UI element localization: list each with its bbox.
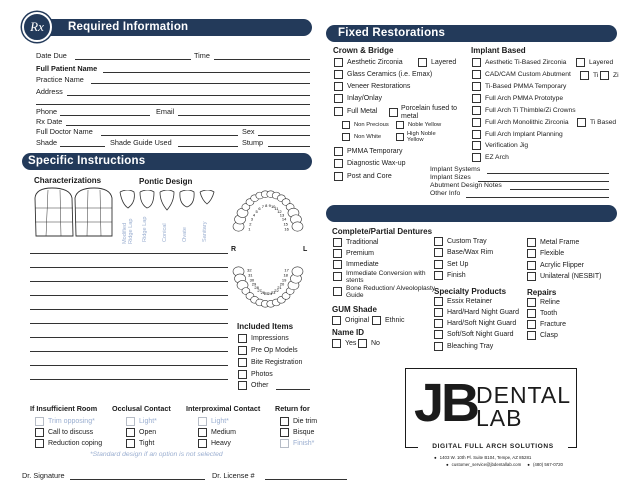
rx-date-label: Rx Date [36,117,63,126]
repair-option[interactable]: Reline [527,298,560,307]
checkbox[interactable] [527,309,536,318]
checkbox[interactable] [334,58,343,67]
tooth-number: 4 [252,212,256,218]
tooth-number: 5 [255,208,258,214]
denture-option[interactable]: Set Up [434,260,468,269]
shade-guide-label: Shade Guide Used [110,138,172,147]
gum-shade-title: GUM Shade [332,305,377,314]
option-fa-pmma[interactable]: Full Arch PMMA Prototype [472,94,563,103]
checkbox[interactable] [280,417,289,426]
tooth-number: 21 [277,285,282,291]
other-field[interactable] [276,389,310,390]
checkbox[interactable] [527,320,536,329]
checkbox[interactable] [396,121,404,129]
insufficient-option[interactable]: Reduction coping [35,439,102,448]
checkbox[interactable] [334,82,343,91]
pontic-type-label: Conical [162,223,168,242]
tooth-number: 29 [251,281,257,287]
denture-option[interactable]: Traditional [333,238,378,247]
option-noble-yellow[interactable]: Noble Yellow [396,121,441,129]
tooth-number: 12 [277,208,282,214]
option-pmma-temporary[interactable]: PMMA Temporary [334,147,403,156]
option-ti-based[interactable]: Ti Based [577,118,616,127]
patient-name-label: Full Patient Name [36,64,98,73]
denture-option[interactable]: Acrylic Flipper [527,261,584,270]
implant-systems-field[interactable] [487,173,609,174]
tooth-number: 18 [283,272,288,278]
tooth-16[interactable] [292,222,303,231]
occlusal-contact-title: Occlusal Contact [112,404,171,413]
shade-field[interactable] [60,146,105,147]
dr-license-field[interactable] [265,479,347,480]
interproximal-option[interactable]: Light* [198,417,229,426]
checkbox[interactable] [126,439,135,448]
doctor-name-field[interactable] [101,135,238,136]
checkbox[interactable] [342,133,350,141]
checkbox[interactable] [198,428,207,437]
tooth-number: 14 [281,216,287,222]
checkbox[interactable] [35,428,44,437]
logo-contact-row [446,462,563,467]
specialty-option[interactable]: Hard/Hard Night Guard [434,308,519,317]
abutment-notes-field[interactable] [510,189,609,190]
time-label: Time [194,51,210,60]
stump-field[interactable] [268,146,310,147]
tooth-number: 28 [254,285,259,291]
tooth-number: 17 [284,267,289,273]
checkbox[interactable] [332,316,341,325]
included-items-title: Included Items [237,322,294,331]
option-zi[interactable]: Zi [600,71,619,80]
logo-address-row [434,455,531,460]
tooth-number: 20 [279,281,285,287]
checkbox[interactable] [372,316,381,325]
checkbox[interactable] [238,358,247,367]
denture-option[interactable]: Finish [434,271,466,280]
high-noble-label: High Noble Yellow [407,131,436,143]
occlusal-option[interactable]: Tight [126,439,154,448]
crown-bridge-title: Crown & Bridge [333,46,394,55]
pontic-type-label: Modified Ridge Lap [122,218,134,244]
checkbox[interactable] [280,428,289,437]
sex-field[interactable] [258,135,310,136]
practice-name-field[interactable] [91,83,310,84]
return-option[interactable]: Die trim [280,417,317,426]
checkbox[interactable] [600,71,609,80]
included-item[interactable]: Pre Op Models [238,346,298,355]
option-implant-layered[interactable]: Layered [576,58,613,67]
option-full-metal[interactable]: Full Metal [334,107,377,116]
checkbox[interactable] [434,237,443,246]
email-field[interactable] [178,115,310,116]
email-icon: ● [446,462,449,467]
checkbox[interactable] [280,439,289,448]
checkbox[interactable] [527,272,536,281]
other-info-label: Other Info [430,190,461,197]
checkbox[interactable] [334,107,343,116]
immediate-conversion-checkbox[interactable] [333,272,342,281]
option-non-precious[interactable]: Non Precious [342,121,389,129]
checkbox[interactable] [198,439,207,448]
return-option[interactable]: Finish* [280,439,314,448]
repairs-title: Repairs [527,288,557,297]
checkbox[interactable] [238,370,247,379]
insufficient-room-title: If Insufficient Room [30,404,98,413]
pontic-type-label: Ovate [182,227,188,242]
tooth-number: 22 [274,287,279,293]
dr-signature-label: Dr. Signature [22,471,65,480]
time-field[interactable] [214,59,310,60]
checkbox[interactable] [577,118,586,127]
tooth-number: 25 [264,290,269,296]
checkbox[interactable] [342,121,350,129]
repair-option[interactable]: Clasp [527,331,558,340]
characterizations-label: Characterizations [34,176,102,185]
option-wax-up[interactable]: Diagnostic Wax-up [334,159,406,168]
checkbox[interactable] [434,248,443,257]
tooth-number: 3 [250,216,253,222]
implant-based-title: Implant Based [471,46,526,55]
occlusal-option[interactable]: Light* [126,417,157,426]
sex-label: Sex [242,127,255,136]
tooth-number: 1 [248,226,251,232]
option-ti[interactable]: Ti [580,71,598,80]
rx-logo-icon: Rx [22,12,52,42]
rx-date-field[interactable] [66,125,310,126]
tooth-17[interactable] [292,267,303,276]
interproximal-title: Interproximal Contact [186,404,261,413]
option-aesthetic-zirconia[interactable]: Aesthetic Zirconia [334,58,403,67]
fixed-restorations-title: Fixed Restorations [338,27,446,39]
checkbox[interactable] [527,261,536,270]
checkbox[interactable] [527,298,536,307]
logo-tagline: DIGITAL FULL ARCH SOLUTIONS [432,443,554,450]
repair-option[interactable]: Fracture [527,320,566,329]
checkbox[interactable] [472,82,481,91]
checkbox[interactable] [434,297,443,306]
interproximal-option[interactable]: Medium [198,428,236,437]
checkbox[interactable] [472,106,481,115]
checkbox[interactable] [126,428,135,437]
tooth-number: 7 [261,204,264,210]
logo-phone: (480) 567-0720 [532,462,563,467]
pfm-label: Porcelain fused to metal [401,105,458,120]
checkbox[interactable] [472,153,481,162]
specific-instructions-title: Specific Instructions [28,155,146,167]
specialty-option[interactable]: Hard/Soft Night Guard [434,319,516,328]
checkbox[interactable] [472,58,481,67]
specialty-option[interactable]: Bleaching Tray [434,342,493,351]
checkbox[interactable] [334,159,343,168]
bone-reduction-checkbox[interactable] [333,287,342,296]
logo-lab: LAB [476,405,523,431]
checkbox[interactable] [334,172,343,181]
gum-option-original[interactable]: Original [332,316,369,325]
option-fa-mono[interactable]: Full Arch Monolithic Zirconia [472,118,569,127]
checkbox[interactable] [334,94,343,103]
tooth-number: 10 [270,204,276,210]
specialty-option[interactable]: Essix Retainer [434,297,492,306]
checkbox[interactable] [333,260,342,269]
checkbox[interactable] [472,94,481,103]
option-ez-arch[interactable]: EZ Arch [472,153,509,162]
name-id-yes[interactable]: Yes [332,339,356,348]
checkbox[interactable] [472,130,481,139]
included-item[interactable]: Other [238,381,269,390]
dentures-title: Complete/Partial Dentures [332,227,433,236]
option-ti-pmma[interactable]: Ti-Based PMMA Temporary [472,82,566,91]
option-fa-planning[interactable]: Full Arch Implant Planning [472,130,563,139]
logo-dental: DENTAL [476,382,572,408]
shade-guide-field[interactable] [178,146,238,147]
logo-tagline-wrap [418,443,568,452]
address-field[interactable] [67,95,310,96]
high-noble-checkbox[interactable] [396,133,404,141]
checkbox[interactable] [434,319,443,328]
checkbox[interactable] [434,330,443,339]
immediate-conversion-label: Immediate Conversion with stents [346,270,426,285]
checkbox[interactable] [527,238,536,247]
shade-label: Shade [36,138,58,147]
tooth-number: 8 [265,203,268,209]
tooth-number: 30 [249,277,255,283]
checkbox[interactable] [238,346,247,355]
specific-instructions-header [22,153,312,170]
checkbox[interactable] [527,249,536,258]
option-verification[interactable]: Verification Jig [472,141,528,150]
tooth-number: 6 [258,206,261,212]
option-non-white[interactable]: Non White [342,133,381,141]
insufficient-option[interactable]: Call to discuss [35,428,93,437]
dr-license-label: Dr. License # [212,471,255,480]
tooth-number: 9 [268,203,271,209]
tooth-chart-right-marker: R [231,246,237,253]
pontic-type-label: Sanitary [202,221,208,242]
checkbox[interactable] [527,331,536,340]
standard-design-note: *Standard design if an option is not selected [90,451,223,458]
pfm-checkbox[interactable] [389,108,398,117]
specialty-option[interactable]: Soft/Soft Night Guard [434,330,514,339]
tooth-number: 16 [284,226,289,232]
required-info-title: Required Information [68,21,189,33]
checkbox[interactable] [434,342,443,351]
included-item[interactable]: Bite Registration [238,358,302,367]
checkbox[interactable] [576,58,585,67]
email-label: Email [156,107,175,116]
option-ti-zirconia[interactable]: Aesthetic Ti-Based Zirconia [472,58,566,67]
checkbox[interactable] [333,249,342,258]
phone-field[interactable] [60,115,150,116]
dr-signature-field[interactable] [70,479,205,480]
checkbox[interactable] [580,71,589,80]
doctor-name-label: Full Doctor Name [36,127,93,136]
option-layered[interactable]: Layered [418,58,456,67]
checkbox[interactable] [472,70,481,79]
tooth-number: 13 [279,212,285,218]
checkbox[interactable] [418,58,427,67]
denture-option[interactable]: Premium [333,249,374,258]
included-item[interactable]: Photos [238,370,273,379]
tooth-number: 31 [248,272,253,278]
address-label: Address [36,87,63,96]
phone-icon: ● [527,462,530,467]
option-glass-ceramics[interactable]: Glass Ceramics (i.e. Emax) [334,70,432,79]
checkbox[interactable] [472,118,481,127]
implant-sizes-label: Implant Sizes [430,174,471,181]
checkbox[interactable] [35,439,44,448]
denture-option[interactable]: Immediate [333,260,379,269]
removables-header [326,205,617,222]
fixed-restorations-header [326,25,617,42]
checkbox[interactable] [126,417,135,426]
option-veneer[interactable]: Veneer Restorations [334,82,410,91]
name-id-title: Name ID [332,328,365,337]
tooth-chart-left-marker: L [303,246,308,253]
implant-systems-label: Implant Systems [430,166,481,173]
name-id-no[interactable]: No [358,339,380,348]
option-inlay-onlay[interactable]: Inlay/Onlay [334,94,382,103]
bone-reduction-label: Bone Reduction/ Alveoloplasty Guide [346,285,436,300]
patient-name-field[interactable] [103,72,310,73]
checkbox[interactable] [334,70,343,79]
phone-label: Phone [36,107,58,116]
location-icon: ● [434,455,437,460]
gum-option-ethnic[interactable]: Ethnic [372,316,404,325]
characterization-teeth-icon[interactable] [32,186,116,238]
tooth-number: 32 [247,267,252,273]
specialty-title: Specialty Products [434,287,507,296]
date-due-field[interactable] [75,59,191,60]
checkbox[interactable] [333,238,342,247]
return-option[interactable]: Bisque [280,428,314,437]
checkbox[interactable] [238,381,247,390]
checkbox[interactable] [434,260,443,269]
tooth-number: 19 [281,277,287,283]
tooth-number: 24 [267,290,272,296]
checkbox[interactable] [35,417,44,426]
option-post-core[interactable]: Post and Core [334,172,392,181]
repair-option[interactable]: Tooth [527,309,557,318]
tooth-number: 11 [274,206,279,212]
interproximal-option[interactable]: Heavy [198,439,231,448]
logo-jb: JB [414,373,478,433]
pontic-shapes-icon[interactable] [118,190,218,212]
required-info-header [40,19,312,36]
date-due-label: Date Due [36,51,67,60]
tooth-number: 26 [260,289,266,295]
tooth-number: 2 [249,221,252,227]
denture-option[interactable]: Unilateral (NESBIT) [527,272,601,281]
practice-name-label: Practice Name [36,75,84,84]
stump-label: Stump [242,138,264,147]
logo-email: customer_service@jbdentallab.com [451,462,522,467]
checkbox[interactable] [238,334,247,343]
tooth-number: 15 [283,221,288,227]
denture-option[interactable]: Metal Frame [527,238,579,247]
abutment-notes-label: Abutment Design Notes [430,182,502,189]
option-cad-cam[interactable]: CAD/CAM Custom Abutment [472,70,571,79]
logo-address: 1403 W. 10th Pl. Suite B104, Tempe, AZ 85281 [439,455,532,460]
checkbox[interactable] [334,147,343,156]
included-item[interactable]: Impressions [238,334,289,343]
pontic-type-label: Ridge Lap [142,216,148,242]
denture-option[interactable]: Base/Wax Rim [434,248,493,257]
pontic-design-label: Pontic Design [139,177,193,186]
tooth-number: 23 [270,289,276,295]
checkbox[interactable] [434,308,443,317]
denture-option[interactable]: Custom Tray [434,237,487,246]
return-for-title: Return for [275,404,310,413]
denture-option[interactable]: Flexible [527,249,564,258]
checkbox[interactable] [472,141,481,150]
checkbox[interactable] [434,271,443,280]
insufficient-option[interactable]: Trim opposing* [35,417,95,426]
checkbox[interactable] [358,339,367,348]
tooth-number: 27 [257,287,262,293]
option-fa-thimble[interactable]: Full Arch Ti Thimble/Zi Crowns [472,106,576,115]
other-info-field[interactable] [466,197,609,198]
occlusal-option[interactable]: Open [126,428,156,437]
checkbox[interactable] [198,417,207,426]
checkbox[interactable] [332,339,341,348]
address-field-line-2[interactable] [36,104,310,105]
